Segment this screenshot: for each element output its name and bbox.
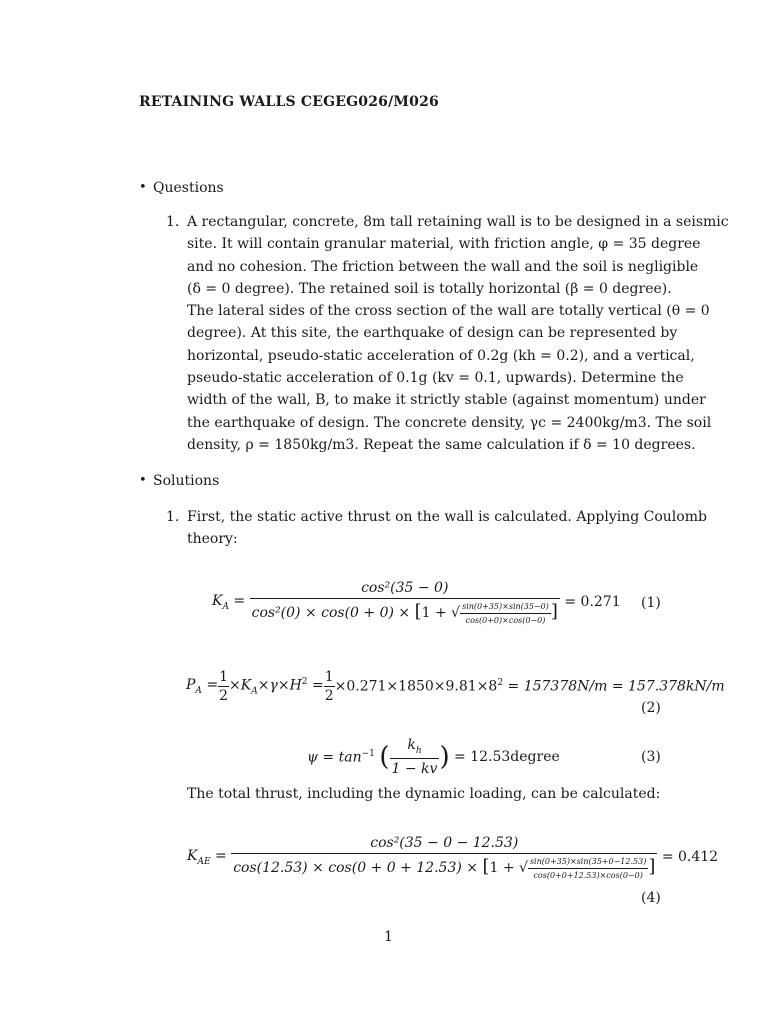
eq1-sqrt-fraction: $\frac{\sin(0+35)\times\sin(35-0)}{\cos(0+0)\times\cos(0-0)}$ <box>462 601 549 625</box>
solution-line: First, the static active thrust on the wall is calculated. Applying Coulomb <box>187 509 707 525</box>
question-line: horizontal, pseudo-static acceleration of 0.2g (kh = 0.2), and a vertical, <box>187 347 695 364</box>
eq4-sqrt-fraction: $\frac{\sin(0+35)\times\sin(35+0-12.53)}{\cos(0+0+12.53)\times\cos(0-0)}$ <box>529 856 647 880</box>
eq2-half-fraction: $\frac{1}{2}$ <box>219 669 229 704</box>
question-line: A rectangular, concrete, 8m tall retaining wall is to be designed in a seismic <box>187 214 729 230</box>
eq1-lhs: $K_A$ = <box>212 592 246 612</box>
solutions-heading: Solutions <box>153 473 220 489</box>
eq3-label: (3) <box>641 749 661 765</box>
question-line: and no cohesion. The friction between the wall and the soil is negligible <box>187 258 699 275</box>
eq4-result: = 0.412 <box>661 849 719 866</box>
solution-line: theory: <box>187 531 238 548</box>
question-line: (δ = 0 degree). The retained soil is totally horizontal (β = 0 degree). <box>187 280 672 297</box>
page-number: 1 <box>384 929 393 945</box>
eq2-label: (2) <box>641 700 661 716</box>
eq4-label: (4) <box>641 890 661 906</box>
eq1-denominator: cos²(0) × cos(0 + 0) × [1 + √ $\frac{\sin(0+35)\times\sin(35-0)}{\cos(0+0)\times\cos(0-0)}$ ] <box>251 601 558 625</box>
eq2-half-fraction: $\frac{1}{2}$ <box>324 669 334 704</box>
eq1-fraction <box>250 580 560 625</box>
question-line: density, ρ = 1850kg/m3. Repeat the same calculation if δ = 10 degrees. <box>187 436 696 453</box>
question-line: width of the wall, B, to make it strictly stable (against momentum) under <box>187 392 706 409</box>
solution-intro <box>187 506 707 551</box>
equation-2: $P_A$ = $\frac{1}{2}$ $\times K_A\times\gamma\times H^2$ = $\frac{1}{2}$ $\times 0.271\times 1850\times 9.81\times 8^2 = 157378N/m = 157.378kN/m$ <box>186 669 725 704</box>
document-title: RETAINING WALLS CEGEG026/M026 <box>139 94 439 110</box>
equation-1 <box>212 580 621 625</box>
eq1-label: (1) <box>641 595 661 611</box>
bullet-dot-icon: • <box>139 180 147 195</box>
eq4-fraction <box>231 835 657 880</box>
eq4-numerator: cos²(35 − 0 − 12.53) <box>231 835 657 854</box>
equation-4 <box>187 835 718 880</box>
eq4-denominator: cos(12.53) × cos(0 + 0 + 12.53) × [1 + √ $\frac{\sin(0+35)\times\sin(35+0-12.53)}{\cos(0+0+12.53)\times\cos(0-0)}$ ] <box>233 856 656 880</box>
question-text <box>187 211 729 456</box>
question-number: 1. <box>166 214 180 230</box>
questions-heading: Questions <box>153 180 224 196</box>
question-line: The lateral sides of the cross section of the wall are totally vertical (θ = 0 <box>187 303 710 320</box>
question-line: pseudo-static acceleration of 0.1g (kv = 0.1, upwards). Determine the <box>187 370 684 387</box>
solution-number: 1. <box>166 509 180 525</box>
bullet-dot-icon: • <box>139 473 147 488</box>
eq1-numerator: cos²(35 − 0) <box>250 580 560 599</box>
equation-3: $\psi = \tan^{-1}$ ( $\frac{k_h}{1 - kv}$ ) = 12.53degree <box>307 737 560 777</box>
eq4-lhs: $K_{AE}$ = <box>187 847 227 867</box>
eq3-fraction: $\frac{k_h}{1 - kv}$ <box>391 737 438 777</box>
solution-mid-text: The total thrust, including the dynamic loading, can be calculated: <box>187 786 661 802</box>
eq3-result: = 12.53degree <box>454 748 560 765</box>
question-line: the earthquake of design. The concrete density, γc = 2400kg/m3. The soil <box>187 414 712 431</box>
eq1-result: = 0.271 <box>564 594 621 611</box>
question-line: degree). At this site, the earthquake of design can be represented by <box>187 325 678 342</box>
question-line: site. It will contain granular material, with friction angle, φ = 35 degree <box>187 236 701 253</box>
